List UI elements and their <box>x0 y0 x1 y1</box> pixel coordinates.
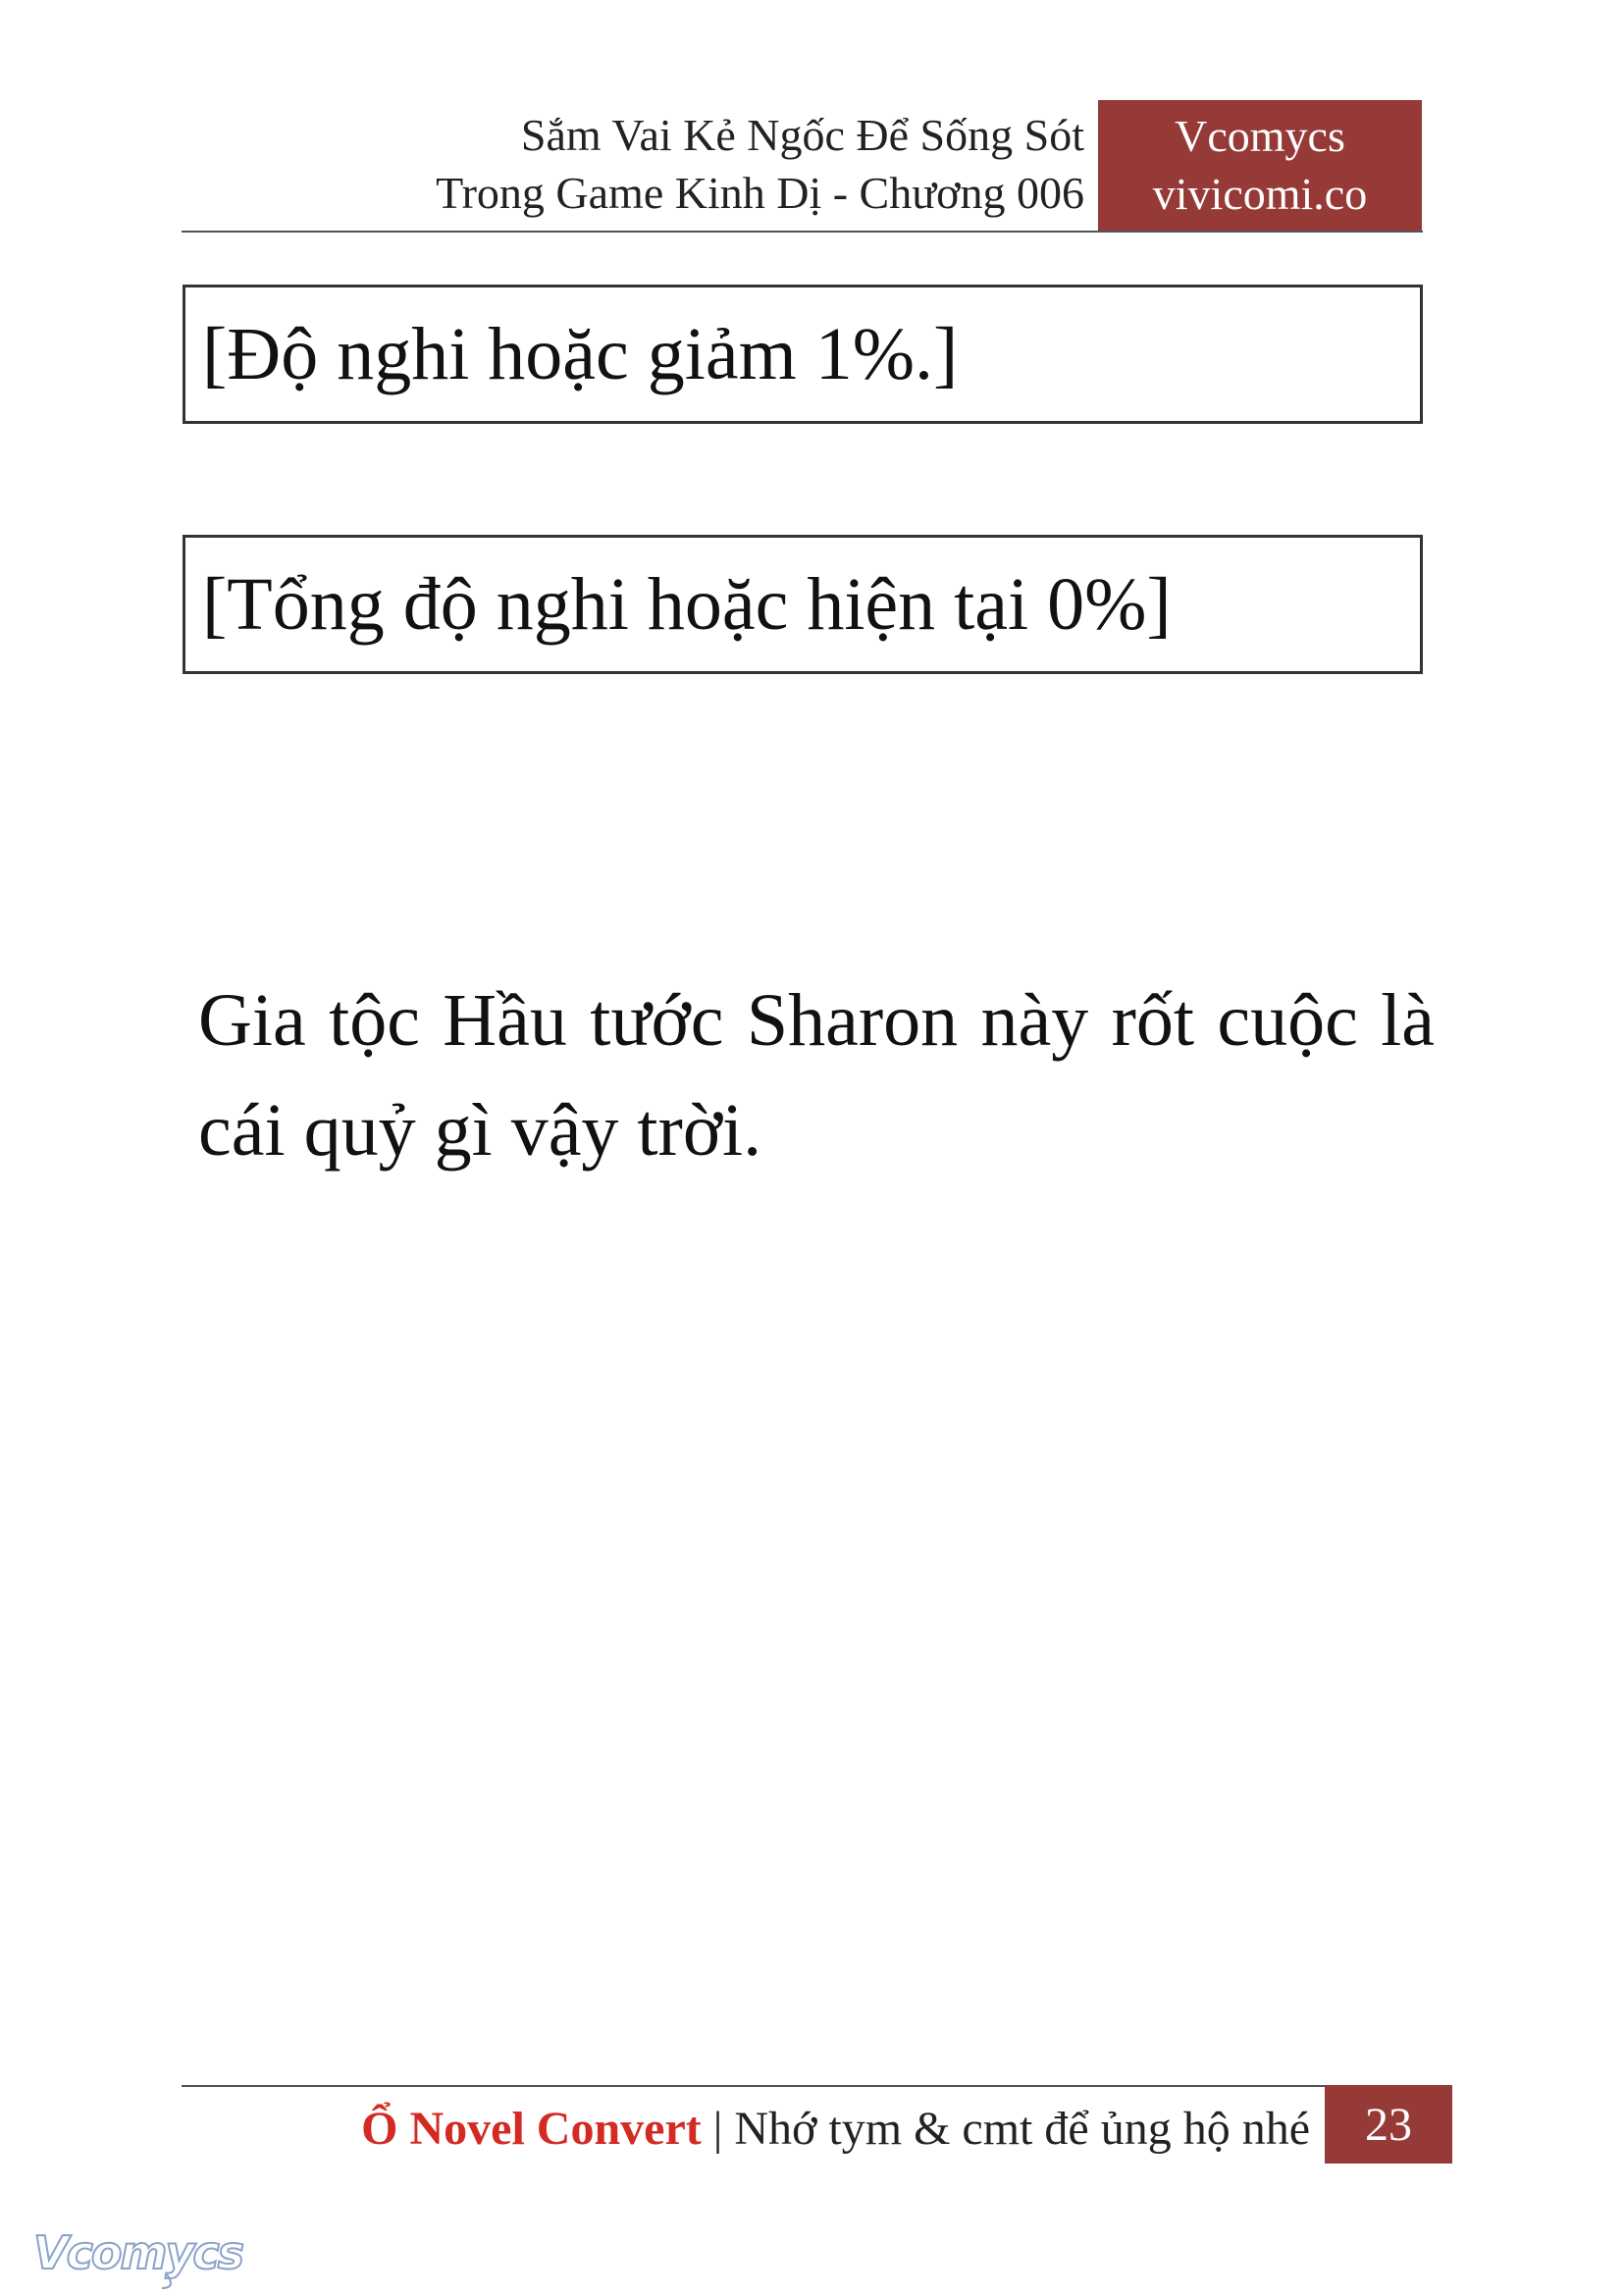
system-notice-box <box>183 285 1423 424</box>
system-notice-text: [Tổng độ nghi hoặc hiện tại 0%] <box>202 563 1172 646</box>
header-brand-name: Vcomycs <box>1175 111 1345 161</box>
header-title-line-2: Trong Game Kinh Dị - Chương 006 <box>436 168 1084 218</box>
footer-text <box>182 2095 1310 2164</box>
header-brand-site: vivicomi.co <box>1152 169 1368 219</box>
header-brand-box <box>1098 100 1422 232</box>
footer-separator: | <box>701 2103 735 2155</box>
vcomycs-watermark-logo <box>29 2217 255 2291</box>
footer-brand: Ổ Novel Convert <box>361 2103 702 2155</box>
header-title-line-1: Sắm Vai Kẻ Ngốc Để Sống Sót <box>520 110 1084 160</box>
svg-text:Vcomycs: Vcomycs <box>33 2226 243 2279</box>
system-notice-box <box>183 535 1423 674</box>
footer-message: Nhớ tym & cmt để ủng hộ nhé <box>734 2103 1310 2155</box>
running-header-title <box>182 106 1084 222</box>
page-number: 23 <box>1325 2085 1452 2164</box>
header-divider <box>182 231 1423 233</box>
footer-divider <box>182 2085 1325 2087</box>
system-notice-text: [Độ nghi hoặc giảm 1%.] <box>202 313 959 395</box>
body-paragraph: Gia tộc Hầu tước Sharon này rốt cuộc là cái quỷ gì vậy trời. <box>198 979 1435 1172</box>
